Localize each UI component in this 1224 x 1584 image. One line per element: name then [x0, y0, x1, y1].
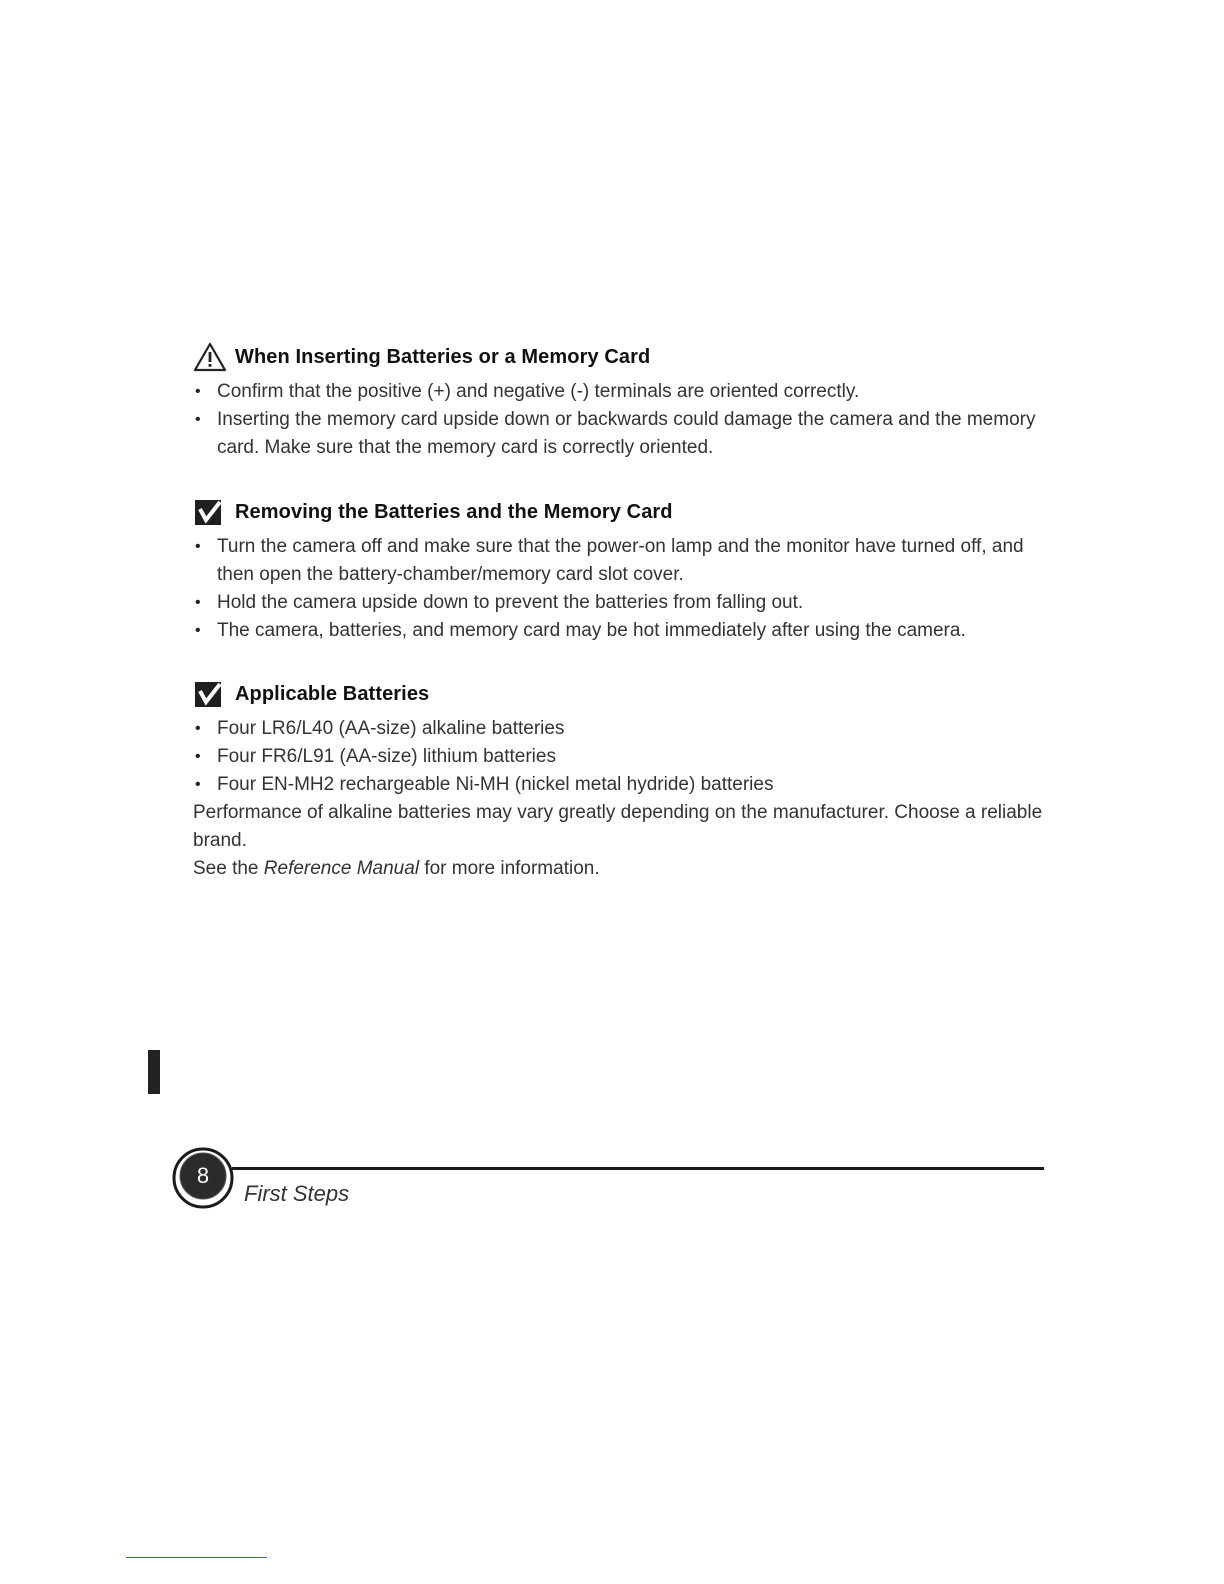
bottom-underline [126, 1557, 267, 1558]
reference-manual-title: Reference Manual [263, 858, 420, 879]
list-item: • Inserting the memory card upside down or backwards could damage the camera and the memory card. Make sure that the memory card is correctly oriented. [193, 406, 1043, 462]
see-reference-note [193, 855, 1043, 883]
section-removing [193, 495, 1043, 645]
bullet-list [193, 378, 1043, 462]
performance-note: Performance of alkaline batteries may vary greatly depending on the manufacturer. Choose a reliable brand. [193, 802, 1043, 851]
page-number: 8 [196, 1163, 210, 1188]
checkmark-note-icon [193, 497, 227, 527]
list-item: • Four FR6/L91 (AA-size) lithium batteries [193, 743, 1043, 771]
chapter-side-mark [148, 1050, 160, 1094]
list-item: • Four EN-MH2 rechargeable Ni-MH (nickel metal hydride) batteries [193, 771, 1043, 799]
section-title: Removing the Batteries and the Memory Card [235, 500, 673, 523]
list-item: • Hold the camera upside down to prevent the batteries from falling out. [193, 589, 1043, 617]
section-header [193, 340, 1043, 374]
section-header [193, 677, 1043, 711]
see-prefix: See the [193, 858, 264, 879]
warning-triangle-icon [193, 342, 227, 372]
list-item: • Four LR6/L40 (AA-size) alkaline batteries [193, 715, 1043, 743]
section-title: Applicable Batteries [235, 682, 430, 705]
footer-section-title: First Steps [244, 1181, 350, 1206]
section-title: When Inserting Batteries or a Memory Card [235, 345, 651, 368]
footer-rule [232, 1167, 1044, 1170]
list-item: • The camera, batteries, and memory card may be hot immediately after using the camera. [193, 617, 1043, 645]
section-inserting-warning [193, 340, 1043, 462]
section-applicable-batteries [193, 677, 1043, 883]
list-item: • Turn the camera off and make sure that the power-on lamp and the monitor have turned off, and then open the battery-chamber/memory card slot cover. [193, 533, 1043, 589]
bullet-list [193, 533, 1043, 645]
section-header [193, 495, 1043, 529]
checkmark-note-icon [193, 679, 227, 709]
see-suffix: for more information. [419, 858, 600, 879]
list-item: • Confirm that the positive (+) and negative (-) terminals are oriented correctly. [193, 378, 1043, 406]
bullet-list [193, 715, 1043, 799]
